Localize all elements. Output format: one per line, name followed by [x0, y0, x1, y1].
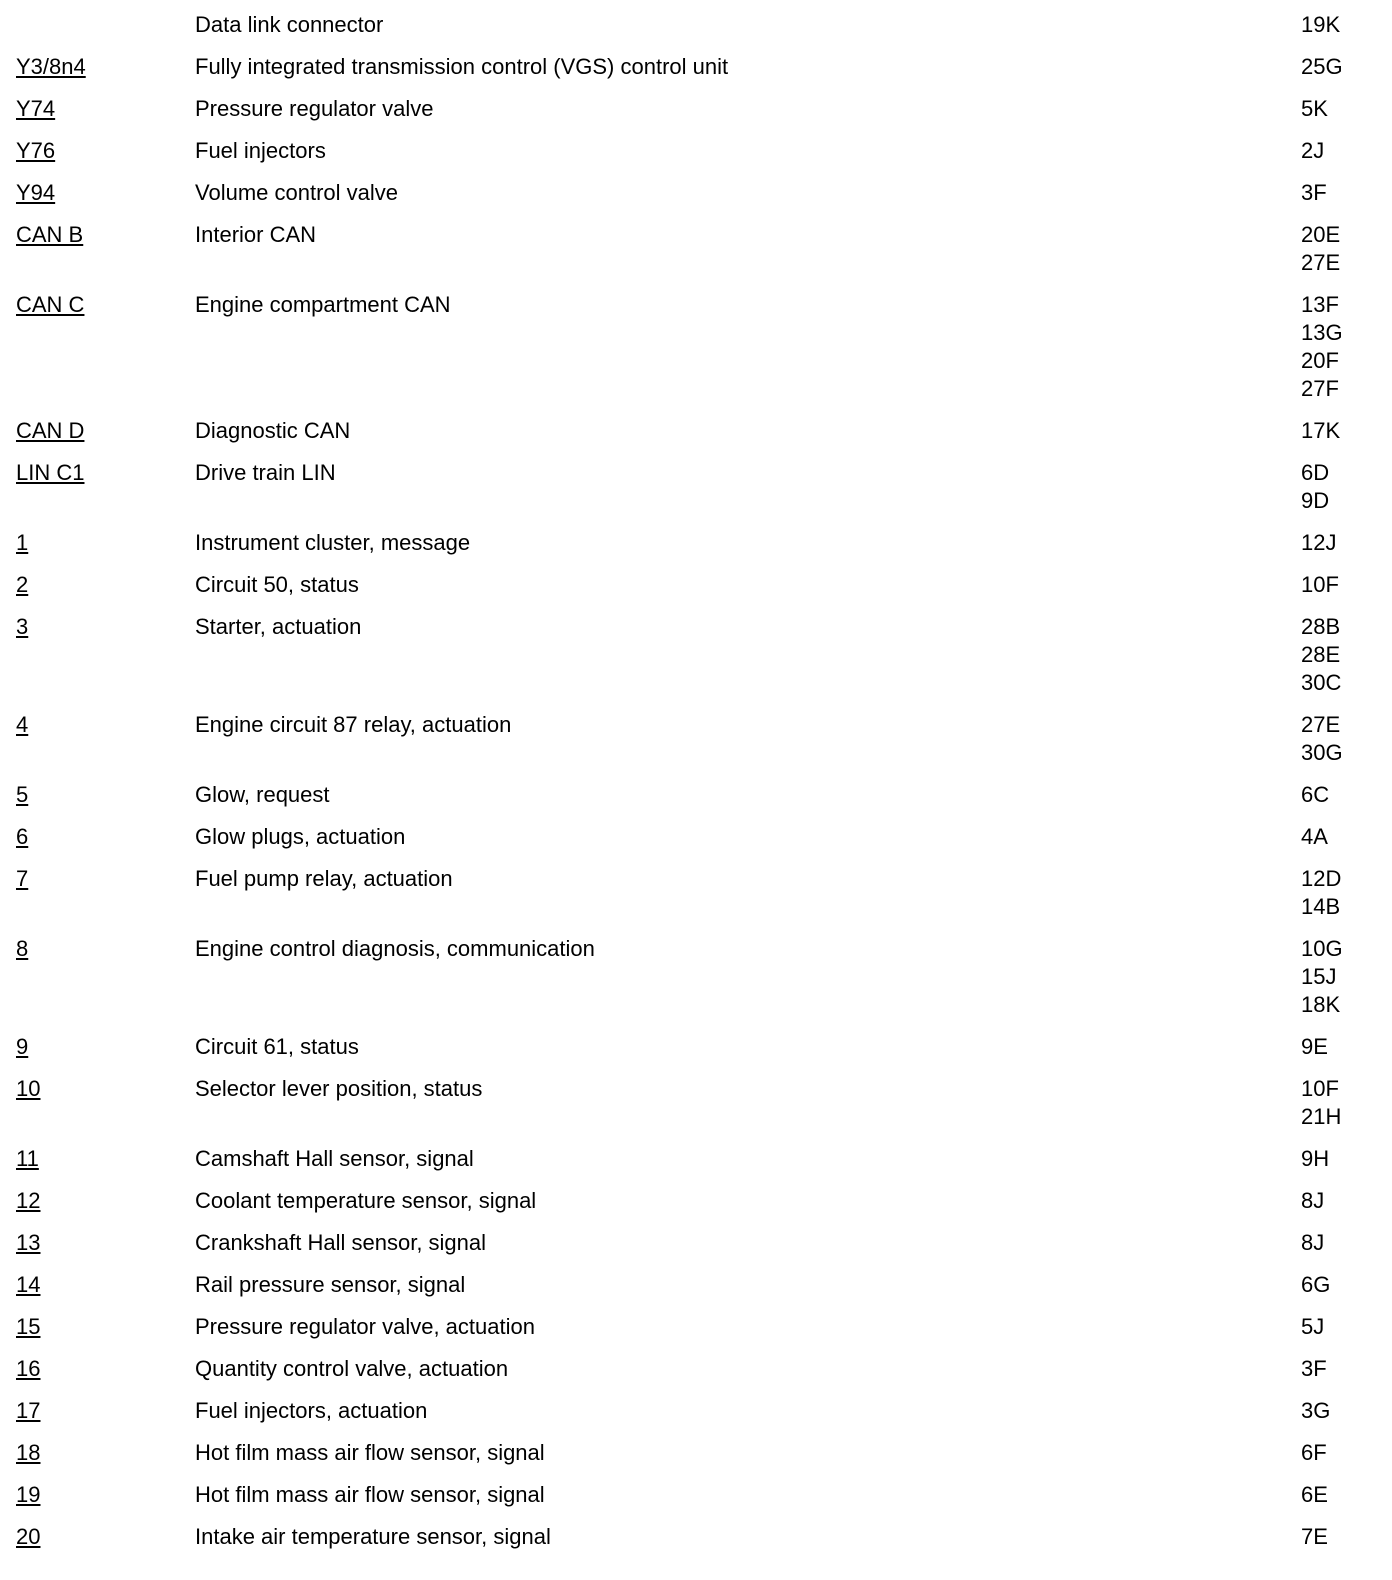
legend-description: Volume control valve [195, 180, 398, 205]
grid-reference: 27E [1301, 250, 1341, 275]
legend-row [0, 221, 1392, 277]
grid-reference: 5J [1301, 1314, 1325, 1339]
legend-row [0, 459, 1392, 515]
grid-reference: 17K [1301, 418, 1341, 443]
legend-code-link[interactable]: 8 [16, 936, 29, 961]
grid-reference: 28B [1301, 614, 1341, 639]
grid-reference: 10F [1301, 1076, 1339, 1101]
legend-row [0, 865, 1392, 921]
legend-grid-references [1301, 417, 1392, 445]
grid-reference: 14B [1301, 894, 1341, 919]
legend-code-link[interactable]: 17 [16, 1398, 41, 1423]
grid-reference: 27E [1301, 712, 1341, 737]
grid-reference: 9D [1301, 488, 1330, 513]
legend-code-link[interactable]: 11 [16, 1146, 39, 1171]
grid-reference: 13F [1301, 292, 1339, 317]
legend-description: Selector lever position, status [195, 1076, 483, 1101]
grid-reference: 6F [1301, 1440, 1327, 1465]
legend-code-link[interactable]: Y3/8n4 [16, 54, 86, 79]
legend-description: Glow plugs, actuation [195, 824, 406, 849]
legend-code-link[interactable]: 6 [16, 824, 29, 849]
legend-code-link[interactable]: 4 [16, 712, 29, 737]
grid-reference: 3F [1301, 1356, 1327, 1381]
legend-row [0, 1397, 1392, 1425]
legend-grid-references [1301, 1187, 1392, 1215]
legend-code-link[interactable]: 12 [16, 1188, 41, 1213]
grid-reference: 10G [1301, 936, 1343, 961]
legend-grid-references [1301, 529, 1392, 557]
legend-row [0, 137, 1392, 165]
grid-reference: 27F [1301, 376, 1339, 401]
legend-row [0, 53, 1392, 81]
legend-row [0, 613, 1392, 697]
legend-description: Engine control diagnosis, communication [195, 936, 595, 961]
legend-code-link[interactable]: 2 [16, 572, 29, 597]
grid-reference: 12J [1301, 530, 1337, 555]
legend-code-link[interactable]: 15 [16, 1314, 41, 1339]
legend-row [0, 781, 1392, 809]
grid-reference: 25G [1301, 54, 1343, 79]
grid-reference: 6D [1301, 460, 1330, 485]
legend-grid-references [1301, 1523, 1392, 1551]
grid-reference: 9E [1301, 1034, 1328, 1059]
grid-reference: 4A [1301, 824, 1328, 849]
legend-description: Diagnostic CAN [195, 418, 351, 443]
legend-description: Intake air temperature sensor, signal [195, 1524, 551, 1549]
legend-row [0, 11, 1392, 39]
legend-code-link[interactable]: 3 [16, 614, 29, 639]
legend-description: Instrument cluster, message [195, 530, 471, 555]
legend-description: Camshaft Hall sensor, signal [195, 1146, 474, 1171]
legend-row [0, 1481, 1392, 1509]
legend-code-link[interactable]: 9 [16, 1034, 29, 1059]
grid-reference: 8J [1301, 1230, 1325, 1255]
legend-row [0, 1229, 1392, 1257]
legend-grid-references [1301, 711, 1392, 767]
legend-grid-references [1301, 1481, 1392, 1509]
grid-reference: 2J [1301, 138, 1325, 163]
legend-grid-references [1301, 11, 1392, 39]
legend-row [0, 179, 1392, 207]
legend-row [0, 1271, 1392, 1299]
grid-reference: 20E [1301, 222, 1341, 247]
legend-grid-references [1301, 1229, 1392, 1257]
grid-reference: 30C [1301, 670, 1342, 695]
legend-row [0, 417, 1392, 445]
legend-code-link[interactable]: CAN B [16, 222, 84, 247]
legend-description: Fuel injectors [195, 138, 326, 163]
legend-code-link[interactable]: 14 [16, 1272, 41, 1297]
grid-reference: 18K [1301, 992, 1341, 1017]
legend-grid-references [1301, 1313, 1392, 1341]
legend-grid-references [1301, 221, 1392, 277]
legend-grid-references [1301, 571, 1392, 599]
legend-description: Circuit 50, status [195, 572, 359, 597]
grid-reference: 12D [1301, 866, 1342, 891]
legend-grid-references [1301, 95, 1392, 123]
legend-description: Starter, actuation [195, 614, 362, 639]
grid-reference: 20F [1301, 348, 1339, 373]
legend-row [0, 1355, 1392, 1383]
legend-row [0, 1033, 1392, 1061]
legend-description: Engine circuit 87 relay, actuation [195, 712, 512, 737]
legend-row [0, 1145, 1392, 1173]
legend-grid-references [1301, 823, 1392, 851]
legend-grid-references [1301, 137, 1392, 165]
legend-code-link[interactable]: 13 [16, 1230, 41, 1255]
grid-reference: 21H [1301, 1104, 1342, 1129]
legend-grid-references [1301, 613, 1392, 697]
legend-description: Pressure regulator valve, actuation [195, 1314, 535, 1339]
legend-row [0, 1523, 1392, 1551]
legend-code-link[interactable]: Y74 [16, 96, 56, 121]
grid-reference: 6C [1301, 782, 1330, 807]
grid-reference: 30G [1301, 740, 1343, 765]
legend-grid-references [1301, 179, 1392, 207]
legend-description: Glow, request [195, 782, 330, 807]
legend-grid-references [1301, 53, 1392, 81]
legend-grid-references [1301, 1397, 1392, 1425]
legend-description: Data link connector [195, 12, 384, 37]
legend-description: Crankshaft Hall sensor, signal [195, 1230, 487, 1255]
legend-grid-references [1301, 1145, 1392, 1173]
legend-description: Coolant temperature sensor, signal [195, 1188, 537, 1213]
legend-code-link[interactable]: Y76 [16, 138, 56, 163]
legend-description: Interior CAN [195, 222, 317, 247]
legend-row [0, 935, 1392, 1019]
grid-reference: 9H [1301, 1146, 1330, 1171]
legend-description: Fuel injectors, actuation [195, 1398, 428, 1423]
legend-code-link[interactable]: 5 [16, 782, 29, 807]
legend-row [0, 1439, 1392, 1467]
legend-description: Rail pressure sensor, signal [195, 1272, 466, 1297]
legend-row [0, 1075, 1392, 1131]
legend-row [0, 291, 1392, 403]
legend-description: Hot film mass air flow sensor, signal [195, 1482, 545, 1507]
legend-grid-references [1301, 1075, 1392, 1131]
grid-reference: 13G [1301, 320, 1343, 345]
legend-description: Drive train LIN [195, 460, 336, 485]
legend-description: Pressure regulator valve [195, 96, 434, 121]
legend-description: Hot film mass air flow sensor, signal [195, 1440, 545, 1465]
legend-code-link[interactable]: CAN D [16, 418, 85, 443]
legend-description: Quantity control valve, actuation [195, 1356, 509, 1381]
grid-reference: 6E [1301, 1482, 1328, 1507]
grid-reference: 28E [1301, 642, 1341, 667]
legend-row [0, 1187, 1392, 1215]
legend-grid-references [1301, 865, 1392, 921]
legend-code-link[interactable]: 10 [16, 1076, 41, 1101]
legend-grid-references [1301, 935, 1392, 1019]
legend-code-link[interactable]: 16 [16, 1356, 41, 1381]
legend-grid-references [1301, 291, 1392, 403]
grid-reference: 7E [1301, 1524, 1328, 1549]
legend-code-link[interactable]: CAN C [16, 292, 85, 317]
legend-grid-references [1301, 781, 1392, 809]
grid-reference: 3F [1301, 180, 1327, 205]
legend-grid-references [1301, 1271, 1392, 1299]
legend-description: Circuit 61, status [195, 1034, 359, 1059]
legend-row [0, 823, 1392, 851]
grid-reference: 3G [1301, 1398, 1331, 1423]
legend-code-link[interactable]: 18 [16, 1440, 41, 1465]
legend-code-link[interactable]: LIN C1 [16, 460, 85, 485]
legend-code-link[interactable]: Y94 [16, 180, 56, 205]
legend-description: Fuel pump relay, actuation [195, 866, 453, 891]
legend-row [0, 529, 1392, 557]
legend-grid-references [1301, 1439, 1392, 1467]
legend-row [0, 711, 1392, 767]
legend-row [0, 571, 1392, 599]
legend-row [0, 1313, 1392, 1341]
legend-code-link[interactable]: 7 [16, 866, 29, 891]
legend-code-link[interactable]: 20 [16, 1524, 41, 1549]
grid-reference: 5K [1301, 96, 1328, 121]
legend-grid-references [1301, 459, 1392, 515]
legend-code-link[interactable]: 19 [16, 1482, 41, 1507]
grid-reference: 10F [1301, 572, 1339, 597]
grid-reference: 15J [1301, 964, 1337, 989]
legend-description: Engine compartment CAN [195, 292, 451, 317]
grid-reference: 8J [1301, 1188, 1325, 1213]
grid-reference: 6G [1301, 1272, 1331, 1297]
legend-grid-references [1301, 1355, 1392, 1383]
legend-code-link[interactable]: 1 [16, 530, 29, 555]
legend-grid-references [1301, 1033, 1392, 1061]
grid-reference: 19K [1301, 12, 1341, 37]
legend-row [0, 95, 1392, 123]
legend-description: Fully integrated transmission control (VGS) control unit [195, 54, 729, 79]
